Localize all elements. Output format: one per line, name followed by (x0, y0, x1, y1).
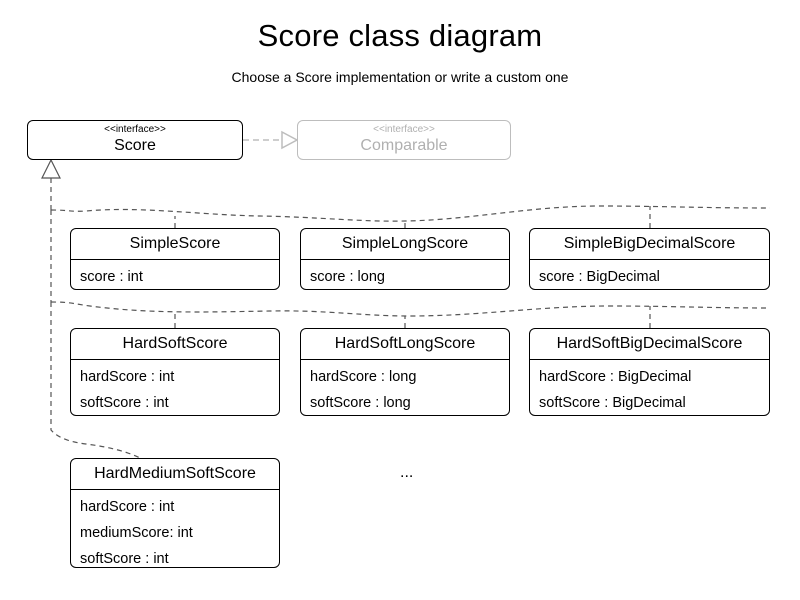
class-box-comparable[interactable] (297, 120, 511, 160)
attribute-row: softScore : long (310, 394, 411, 411)
attributes-simple-big-decimal-score (530, 260, 769, 290)
class-box-simple-score[interactable] (70, 228, 280, 290)
class-name-simple-long-score: SimpleLongScore (341, 235, 469, 252)
class-name-hard-soft-big-decimal-score: HardSoftBigDecimalScore (556, 335, 743, 352)
class-header-comparable (298, 121, 510, 160)
attribute-row: hardScore : long (310, 369, 417, 385)
class-box-hard-soft-big-decimal-score[interactable] (529, 328, 770, 416)
attribute-row: score : int (80, 269, 143, 285)
page-subtitle: Choose a Score implementation or write a custom one (231, 69, 569, 85)
attribute-row: softScore : BigDecimal (539, 394, 686, 411)
class-header-simple-long-score (301, 229, 509, 259)
generalization-arrowhead-score (42, 160, 60, 178)
class-name-score: Score (114, 137, 156, 154)
class-name-hard-soft-long-score: HardSoftLongScore (334, 335, 476, 352)
attribute-row: softScore : int (80, 394, 169, 411)
stereotype-comparable: <<interface>> (373, 124, 435, 135)
attribute-row: score : long (310, 269, 385, 285)
attribute-row: softScore : int (80, 550, 169, 567)
attributes-simple-score (71, 260, 279, 290)
page-title: Score class diagram (257, 18, 543, 53)
attributes-simple-long-score (301, 260, 509, 290)
class-header-hard-soft-big-decimal-score (530, 329, 769, 359)
attribute-row: hardScore : int (80, 369, 175, 385)
class-box-simple-long-score[interactable] (300, 228, 510, 290)
attribute-row: mediumScore: int (80, 524, 193, 541)
attributes-hard-soft-big-decimal-score (530, 360, 769, 416)
class-header-hard-medium-soft-score (71, 459, 279, 489)
attribute-row: score : BigDecimal (539, 269, 660, 285)
class-box-hard-soft-score[interactable] (70, 328, 280, 416)
class-box-hard-medium-soft-score[interactable] (70, 458, 280, 568)
class-header-simple-score (71, 229, 279, 259)
more-implementations-ellipsis: ... (400, 464, 414, 481)
class-name-simple-big-decimal-score: SimpleBigDecimalScore (563, 235, 736, 252)
class-name-hard-soft-score: HardSoftScore (122, 335, 228, 352)
edge-score-implements-comparable (243, 132, 297, 148)
class-name-comparable: Comparable (360, 137, 448, 154)
attributes-hard-soft-score (71, 360, 279, 416)
attributes-hard-medium-soft-score (71, 490, 279, 568)
class-header-hard-soft-score (71, 329, 279, 359)
class-header-hard-soft-long-score (301, 329, 509, 359)
stereotype-score: <<interface>> (104, 124, 166, 135)
attributes-hard-soft-long-score (301, 360, 509, 416)
class-box-score[interactable] (27, 120, 243, 160)
attribute-row: hardScore : BigDecimal (539, 369, 692, 385)
class-box-simple-big-decimal-score[interactable] (529, 228, 770, 290)
class-box-hard-soft-long-score[interactable] (300, 328, 510, 416)
attribute-row: hardScore : int (80, 499, 175, 515)
class-name-hard-medium-soft-score: HardMediumSoftScore (94, 465, 256, 482)
class-name-simple-score: SimpleScore (129, 235, 221, 252)
class-header-simple-big-decimal-score (530, 229, 769, 259)
class-header-score (28, 121, 242, 160)
